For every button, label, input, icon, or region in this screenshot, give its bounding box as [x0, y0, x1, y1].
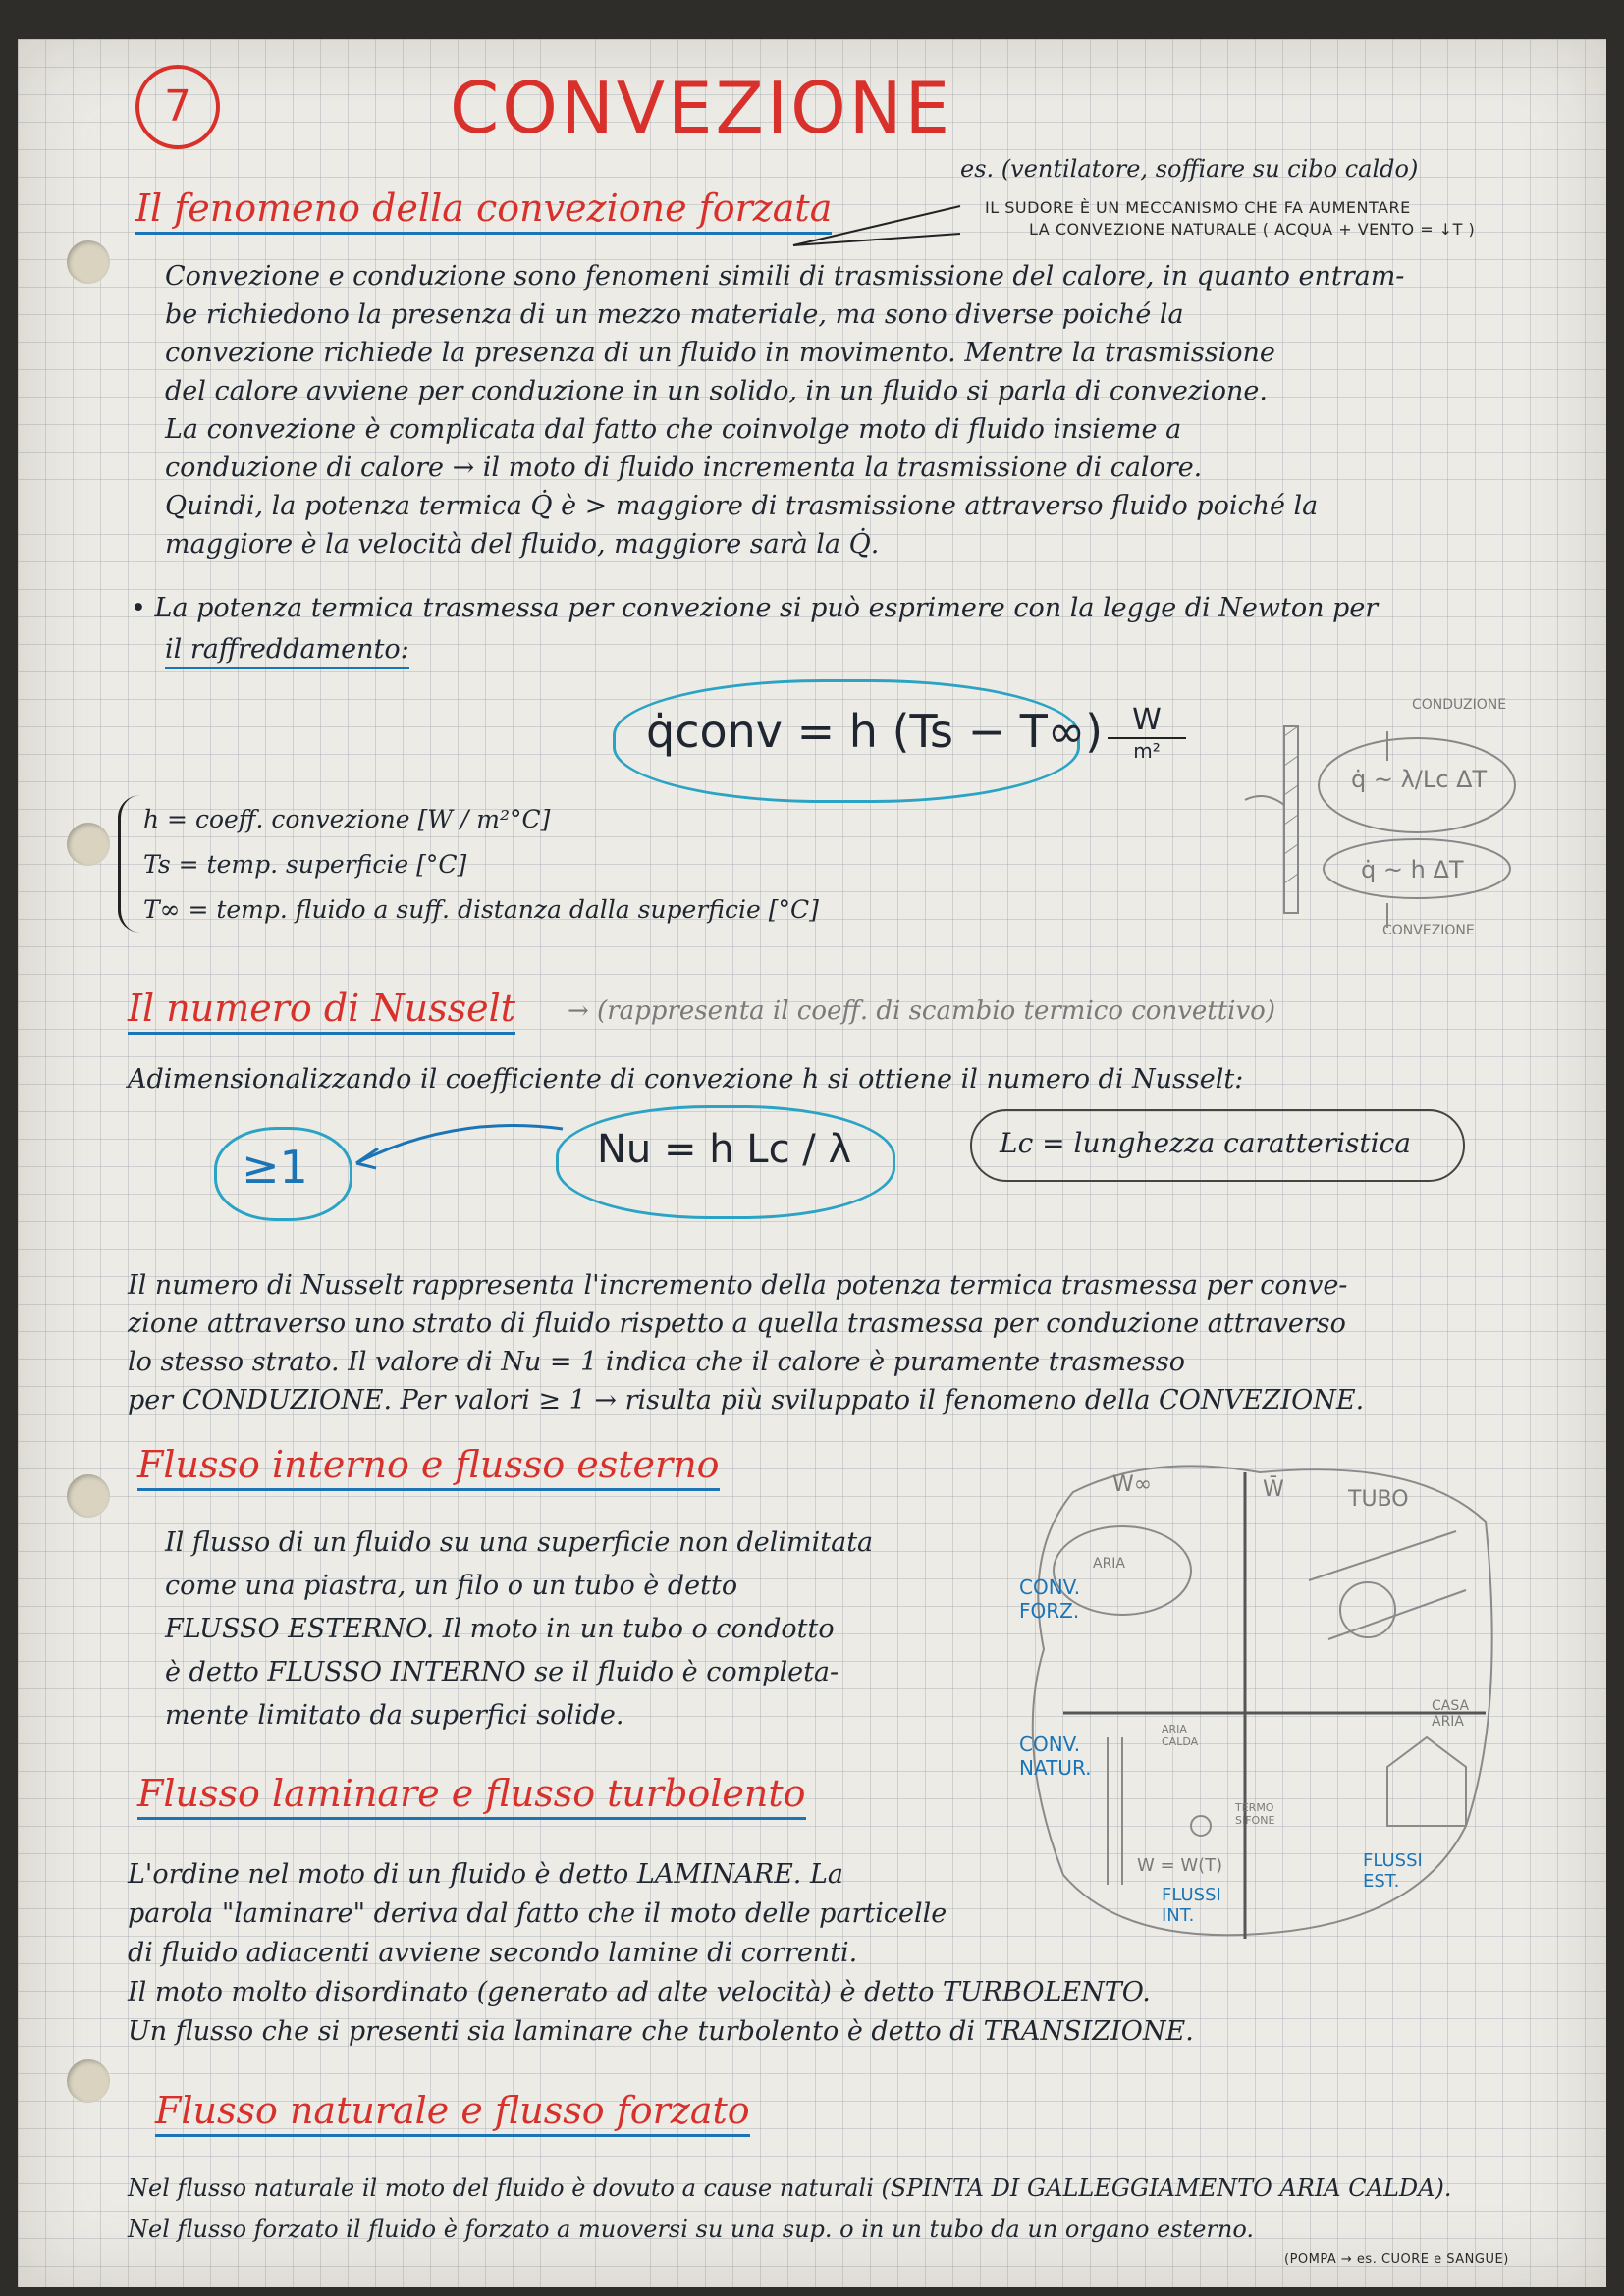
ge1-label: ≥1 [242, 1141, 308, 1194]
arrow-icon [337, 1109, 572, 1178]
definition-tinf: T∞ = temp. fluido a suff. distanza dalla superficie [°C] [143, 895, 819, 924]
text-line: di fluido adiacenti avviene secondo lamine di correnti. [128, 1938, 858, 1968]
binder-hole [67, 1474, 110, 1518]
text-line: La convezione è complicata dal fatto che coinvolge moto di fluido insieme a [165, 414, 1182, 445]
text-line: Nel flusso forzato il fluido è forzato a muoversi su una sup. o in un tubo da un organo esterno. [128, 2216, 1254, 2243]
text-line: del calore avviene per conduzione in un solido, in un fluido si parla di convezione. [165, 376, 1268, 406]
text-line: convezione richiede la presenza di un fluido in movimento. Mentre la trasmissione [165, 338, 1275, 368]
text-line: be richiedono la presenza di un mezzo materiale, ma sono diverse poiché la [165, 299, 1184, 330]
section-heading: Il numero di Nusselt [128, 987, 515, 1030]
side-note: es. (ventilatore, soffiare su cibo caldo) [960, 155, 1419, 183]
arrow-note: → (rappresenta il coeff. di scambio termico convettivo) [568, 996, 1275, 1026]
diagram-label: FLUSSI EST. [1363, 1850, 1423, 1892]
paragraph [128, 2167, 1591, 2250]
diagram-label: TERMO SIFONE [1235, 1801, 1275, 1827]
text-line: Il numero di Nusselt rappresenta l'incremento della potenza termica trasmessa per conve- [128, 1270, 1348, 1301]
section-heading: Flusso laminare e flusso turbolento [137, 1772, 806, 1815]
text-line: come una piastra, un filo o un tubo è detto [165, 1571, 738, 1601]
page-number: 7 [135, 65, 220, 149]
text-line: per CONDUZIONE. Per valori ≥ 1 → risulta più sviluppato il fenomeno della CONVEZIONE. [128, 1385, 1365, 1415]
arrow-icon [784, 187, 980, 255]
text-line: conduzione di calore → il moto di fluido incrementa la trasmissione di calore. [165, 453, 1203, 483]
wall-sketch [1240, 707, 1525, 933]
unit-denominator: m² [1133, 739, 1161, 763]
section-heading: Flusso naturale e flusso forzato [155, 2089, 750, 2132]
text-line: L'ordine nel moto di un fluido è detto LAMINARE. La [128, 1859, 843, 1890]
binder-hole [67, 823, 110, 866]
paragraph [128, 1266, 1532, 1419]
text-line: Un flusso che si presenti sia laminare che turbolento è detto di TRANSIZIONE. [128, 2016, 1194, 2047]
diagram-label: ARIA [1093, 1556, 1126, 1572]
diagram-label: W = W(T) [1137, 1855, 1223, 1876]
text-line: mente limitato da superfici solide. [165, 1700, 624, 1731]
sketch-label: CONDUZIONE [1412, 697, 1507, 713]
text-line: zione attraverso uno strato di fluido rispetto a quella trasmessa per conduzione attraverso [128, 1308, 1346, 1339]
newton-intro: il raffreddamento: [165, 630, 409, 668]
definitions [143, 797, 819, 933]
section-heading: Il fenomeno della convezione forzata [135, 187, 832, 230]
nusselt-formula: Nu = h Lc / λ [597, 1127, 852, 1172]
sketch-eq-convection: q̇ ~ h ΔT [1361, 856, 1464, 883]
section-heading: Flusso interno e flusso esterno [137, 1443, 720, 1486]
side-note: (POMPA → es. CUORE e SANGUE) [1284, 2252, 1509, 2267]
side-note: LA CONVEZIONE NATURALE ( ACQUA + VENTO = ↓T ) [1029, 220, 1476, 239]
definition-ts: Ts = temp. superficie [°C] [143, 850, 467, 879]
diagram-label: CONV. FORZ. [1019, 1575, 1081, 1623]
unit-numerator: W [1108, 703, 1186, 739]
text-line: Quindi, la potenza termica Q̇ è > maggiore di trasmissione attraverso fluido poiché la [165, 491, 1319, 521]
newton-formula: q̇conv = h (Ts − T∞) [646, 705, 1104, 758]
definition-brace [118, 795, 140, 933]
text-line: parola "laminare" deriva dal fatto che il moto delle particelle [128, 1898, 947, 1929]
diagram-label: W∞ [1112, 1472, 1153, 1497]
diagram-label: W̄ [1263, 1477, 1284, 1502]
sketch-eq-conduction: q̇ ~ λ/Lc ΔT [1351, 766, 1488, 793]
text-line: lo stesso strato. Il valore di Nu = 1 indica che il calore è puramente trasmesso [128, 1347, 1185, 1377]
paragraph [165, 1522, 1029, 1737]
binder-hole [67, 2059, 110, 2103]
diagram-label: ARIA CALDA [1162, 1723, 1199, 1748]
diagram-label: TUBO [1348, 1487, 1409, 1512]
text-line: Il flusso di un fluido su una superficie non delimitata [165, 1527, 874, 1558]
page-title: CONVEZIONE [450, 67, 953, 149]
binder-hole [67, 240, 110, 284]
text-line: maggiore è la velocità del fluido, maggiore sarà la Q̇. [165, 529, 880, 560]
text-line: Convezione e conduzione sono fenomeni simili di trasmissione del calore, in quanto entram- [165, 261, 1405, 292]
text-line: FLUSSO ESTERNO. Il moto in un tubo o condotto [165, 1614, 835, 1644]
diagram-label: FLUSSI INT. [1162, 1885, 1221, 1926]
sketch-label: CONVEZIONE [1382, 923, 1475, 938]
formula-unit [1108, 703, 1186, 763]
lc-definition: Lc = lunghezza caratteristica [1000, 1127, 1412, 1159]
nusselt-intro: Adimensionalizzando il coefficiente di convezione h si ottiene il numero di Nusselt: [128, 1064, 1244, 1095]
newton-intro: • La potenza termica trasmessa per convezione si può esprimere con la legge di Newton per [131, 593, 1379, 623]
notebook-page [18, 39, 1606, 2287]
side-note: IL SUDORE È UN MECCANISMO CHE FA AUMENTARE [985, 198, 1411, 217]
diagram-label: CONV. NATUR. [1019, 1733, 1092, 1780]
diagram-label: CASA ARIA [1432, 1698, 1470, 1730]
text-line: Il moto molto disordinato (generato ad alte velocità) è detto TURBOLENTO. [128, 1977, 1151, 2007]
definition-h: h = coeff. convezione [W / m²°C] [143, 805, 551, 833]
paragraph [128, 1855, 1532, 2052]
text-line: Nel flusso naturale il moto del fluido è dovuto a cause naturali (SPINTA DI GALLEGGIAMENTO ARIA CALDA). [128, 2174, 1452, 2202]
text-line: è detto FLUSSO INTERNO se il fluido è completa- [165, 1657, 839, 1687]
paragraph [165, 257, 1520, 563]
